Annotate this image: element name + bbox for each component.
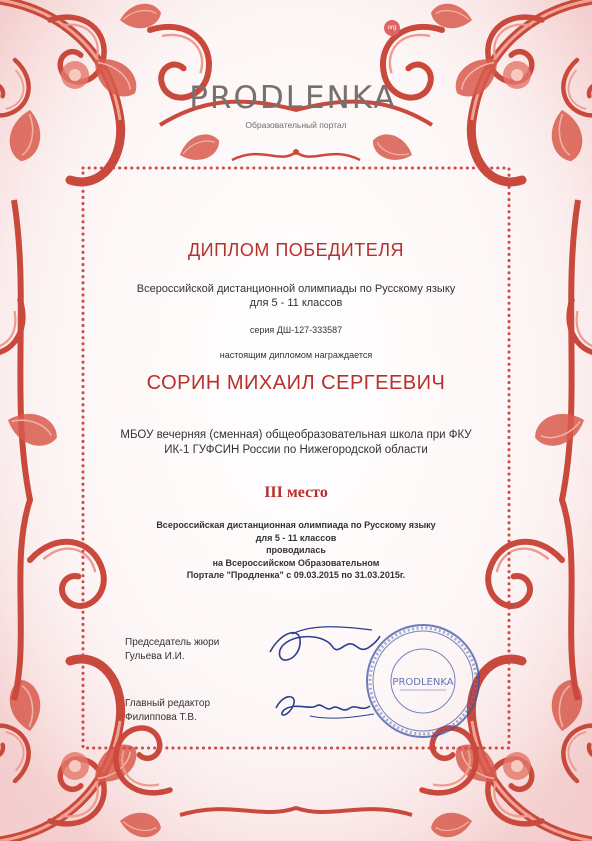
school-line-1: МБОУ вечерняя (сменная) общеобразовательная школа при ФКУ: [120, 429, 472, 441]
school-line-2: ИК-1 ГУФСИН России по Нижегородской области: [164, 444, 428, 456]
olympiad-line-2: для 5 - 11 классов: [249, 297, 343, 309]
series-number: серия ДШ-127-333587: [249, 325, 343, 335]
olympiad-info: [0, 519, 592, 582]
school-name: [0, 428, 592, 458]
jury-chair-name: Гульева И.И.: [125, 651, 185, 662]
logo-org-badge: org: [384, 20, 400, 36]
info-line-1: Всероссийская дистанционная олимпиада по Русскому языку: [156, 520, 436, 530]
info-line-2: для 5 - 11 классов: [255, 532, 337, 543]
chief-editor-name: Филиппова Т.В.: [125, 712, 197, 723]
official-stamp: [364, 622, 482, 740]
prodlenka-logo: [0, 80, 592, 116]
jury-chair-role: Председатель жюри: [125, 637, 220, 648]
info-line-3: проводилась: [266, 545, 326, 555]
olympiad-line-1: Всероссийской дистанционной олимпиады по Русскому языку: [136, 283, 456, 295]
info-line-4: на Всероссийском Образовательном: [212, 557, 380, 568]
jury-chair-signature-block: [125, 636, 219, 664]
award-phrase: настоящим дипломом награждается: [219, 350, 373, 360]
chief-editor-signature-block: [125, 697, 210, 725]
logo-subtitle: Образовательный портал: [245, 120, 347, 130]
stamp-logo: PRODLENKA: [392, 677, 454, 688]
place-award: III место: [264, 484, 328, 501]
olympiad-description: [0, 282, 592, 310]
diploma-title: ДИПЛОМ ПОБЕДИТЕЛЯ: [187, 240, 405, 260]
chief-editor-role: Главный редактор: [125, 698, 211, 709]
logo-text: PRODLENKA: [189, 80, 397, 116]
info-line-5: Портале "Продленка" с 09.03.2015 по 31.03.2015г.: [186, 570, 406, 580]
recipient-name: СОРИН МИХАИЛ СЕРГЕЕВИЧ: [146, 372, 446, 394]
